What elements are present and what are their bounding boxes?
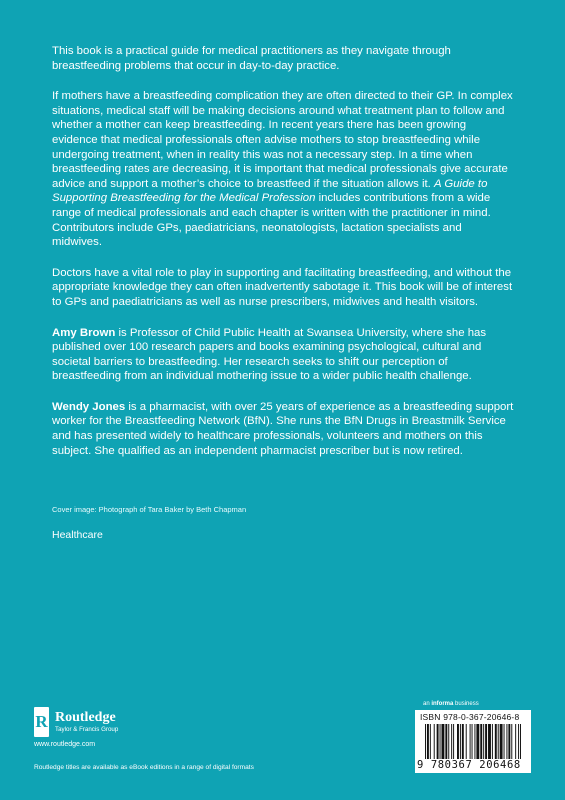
barcode-bar (460, 724, 461, 759)
barcode-bar (474, 724, 475, 759)
barcode-bar (488, 724, 491, 759)
barcode-digits: 9 780367 206468 (417, 759, 521, 771)
blurb (52, 44, 514, 474)
author-bio-text: is a pharmacist, with over 25 years of experience as a breastfeeding support worker for the Breastfeeding Network (BfN). She runs the BfN Drugs in Breastmilk Service and has presented widely to healthcare professionals, volunteers and mothers on this subject. She qualified as an independent pharmacist prescriber but is now retired. (52, 400, 514, 457)
barcode-bar (495, 724, 497, 759)
barcode-bar (462, 724, 464, 759)
book-title-inline: A Guide to Supporting Breastfeeding for the Medical Profession (52, 177, 488, 205)
barcode-bar (434, 724, 435, 759)
author-name: Wendy Jones (52, 400, 126, 413)
barcode-bar (492, 724, 493, 759)
barcode-bar (472, 724, 473, 759)
publisher-wordmark (55, 711, 118, 733)
barcode-bar (498, 724, 499, 759)
cover-image-credit: Cover image: Photograph of Tara Baker by Beth Chapman (52, 505, 247, 514)
barcode-bar (511, 724, 512, 759)
barcode-bar (425, 724, 426, 759)
barcode-bar (500, 724, 503, 759)
paragraph-context-text: If mothers have a breastfeeding complication they are often directed to their GP. In complex situations, medical staff will be making decisions around what treatment plan to follow and whether a mother can keep breastfeeding. In recent years there has been growing evidence that medical professionals often advise mothers to stop breastfeeding while undergoing treatment, when in reality this was not a necessary step. In a time when breastfeeding rates are decreasing, it is important that medical professionals give accurate advice and support a mother’s choice to breastfeed if the situation allows it. (52, 90, 513, 190)
barcode-bar (427, 724, 429, 759)
barcode-bar (453, 724, 454, 759)
publisher-logo (34, 706, 118, 738)
barcode-bar (440, 724, 441, 759)
isbn-label: ISBN 978-0-367-20646-8 (420, 712, 520, 722)
ebook-availability-note: Routledge titles are available as eBook editions in a range of digital formats (34, 764, 254, 771)
paragraph-intro: This book is a practical guide for medical practitioners as they navigate through breastfeeding problems that occur in day-to-day practice. (52, 45, 451, 72)
paragraph-context (52, 89, 514, 250)
author-name: Amy Brown (52, 326, 116, 339)
barcode-bar (480, 724, 482, 759)
barcode-bar (504, 724, 505, 759)
barcode-bar (451, 724, 452, 759)
informa-prefix: an (423, 701, 432, 707)
barcode-bar (520, 724, 521, 759)
informa-suffix: business (453, 701, 479, 707)
barcode-bar (515, 724, 516, 759)
author-bio-wendy-jones (52, 400, 514, 458)
barcode-bar (445, 724, 447, 759)
author-bio-amy-brown (52, 326, 514, 384)
barcode-bar (518, 724, 519, 759)
publisher-group: Taylor & Francis Group (55, 725, 119, 733)
barcode-bar (441, 724, 444, 759)
barcode-bar (466, 724, 467, 759)
barcode-bar (457, 724, 459, 759)
barcode-bars (425, 724, 525, 760)
informa-business-label (423, 701, 479, 707)
author-bio-text: is Professor of Child Public Health at Swansea University, where she has published over 100 research papers and books examining psychological, cultural and societal barriers to breastfeeding. Her research seeks to shift our perception of breastfeeding from an individual mothering issue to a wider public health challenge. (52, 326, 487, 383)
barcode-bar (483, 724, 484, 759)
informa-brand: informa (431, 701, 454, 707)
paragraph-context-text-2: includes contributions from a wide range of medical professionals and each chapter is written with the practitioner in mind. Contributors include GPs, paediatricians, neonatologists, lactation specialists and midwives. (52, 192, 491, 249)
subject-category: Healthcare (52, 529, 103, 541)
isbn-barcode (415, 710, 531, 773)
publisher-url[interactable]: www.routledge.com (34, 741, 96, 748)
barcode-bar (508, 724, 510, 759)
barcode-bar (437, 724, 439, 759)
barcode-bar (476, 724, 479, 759)
barcode-bar (448, 724, 449, 759)
paragraph-audience: Doctors have a vital role to play in supporting and facilitating breastfeeding, and without the appropriate knowledge they can often inadvertently sabotage it. This book will be of interest to GPs and paediatricians as well as nurse prescribers, midwives and health visitors. (52, 266, 513, 308)
barcode-bar (506, 724, 507, 759)
publisher-name: Routledge (55, 709, 116, 725)
barcode-bar (485, 724, 487, 759)
barcode-bar (430, 724, 431, 759)
barcode-bar (470, 724, 471, 759)
routledge-r-icon: R (34, 707, 49, 737)
